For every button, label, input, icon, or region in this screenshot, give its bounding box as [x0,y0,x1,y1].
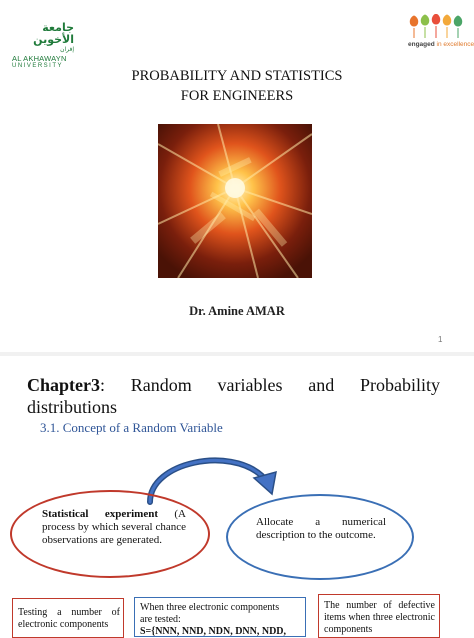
logo-subtitle: UNIVERSITY [12,63,64,69]
course-title [0,66,474,106]
numerical-description-text: Allocate a numerical description to the outcome. [256,516,386,541]
chapter-label: Chapter3 [27,375,100,395]
logo-tagline: engaged in excellence [408,41,474,48]
chapter-heading: Chapter3: Random variables and Probability distributions [27,375,440,417]
statistical-experiment-term: Statistical experiment [42,508,158,520]
statistical-experiment-ellipse: Statistical experiment (A process by which several chance observations are generated. [10,490,210,578]
chapter-heading-line2: distributions [27,397,118,417]
author-name: Dr. Amine AMAR [189,304,285,318]
example-box-random-variable: The number of defective items when three electronic components [318,594,440,638]
example-box-sample-space: When three electronic components are tested: S={NNN, NND, NDN, DNN, NDD, [134,597,306,637]
slide-divider [0,352,474,356]
course-title-line2: FOR ENGINEERS [180,88,294,104]
page-number: 1 [438,335,443,344]
numerical-description-ellipse [226,494,414,580]
university-logo [12,21,74,69]
course-title-line1: PROBABILITY AND STATISTICS [131,68,343,84]
abstract-light-image [158,124,312,278]
example-box-experiment: Testing a number of electronic components [12,598,124,638]
logo-name: AL AKHAWAYN [12,54,67,63]
logo-arabic-subtext: إفران [60,46,74,53]
trees-icon [408,14,464,42]
logo-arabic-text: جامعة الأخوين [33,21,74,46]
section-title: 3.1. Concept of a Random Variable [40,420,223,435]
engaged-logo [408,14,474,54]
